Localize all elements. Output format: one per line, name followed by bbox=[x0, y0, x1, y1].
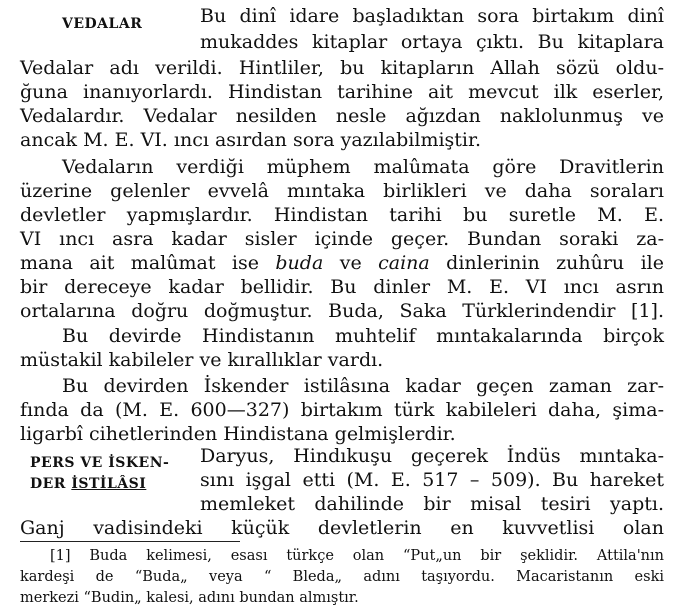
text-line: ğuna inanıyorlardı. Hindistan tarihine ait mevcut ilk eserler, bbox=[20, 81, 664, 103]
text-segment: ve bbox=[323, 252, 379, 274]
section-heading-vedalar: VEDALAR bbox=[62, 16, 143, 32]
text-line: memleket dahilinde bir misal tesiri yaptı. bbox=[200, 493, 664, 515]
text-line: fında da (M. E. 600—327) birtakım türk kabileleri daha, şima- bbox=[20, 399, 664, 421]
text-line: sını işgal etti (M. E. 517 – 509). Bu hareket bbox=[200, 469, 664, 491]
italic-term-caina: caina bbox=[378, 252, 430, 274]
text-line: üzerine gelenler evvelâ mıntaka birlikleri ve daha soraları bbox=[20, 180, 664, 202]
text-line: VI ıncı asra kadar sisler içinde geçer. Bundan soraki za- bbox=[20, 228, 664, 250]
section-heading-pers-line2 bbox=[30, 473, 146, 495]
footnote-line: merkezi “Budin„ kalesi, adını bundan almıştır. bbox=[20, 590, 359, 606]
text-line: Ganj vadisindeki küçük devletlerin en kuvvetlisi olan bbox=[20, 517, 664, 539]
text-line: bir dereceye kadar bellidir. Bu dinler M. E. VI ıncı asrın bbox=[20, 276, 664, 298]
text-segment: dinlerinin zuhûru ile bbox=[429, 252, 664, 274]
text-line-with-italics bbox=[20, 251, 664, 275]
text-line: Vedalardır. Vedalar nesilden nesle ağızdan naklolunmuş ve bbox=[20, 105, 664, 127]
text-line: mukaddes kitaplar ortaya çıktı. Bu kitaplara bbox=[200, 31, 664, 53]
text-line: ligarbî cihetlerinden Hindistana gelmişlerdir. bbox=[20, 423, 456, 445]
footnote-rule bbox=[20, 541, 240, 542]
text-line: devletler yapmışlardır. Hindistan tarihi bu suretle M. E. bbox=[20, 204, 664, 226]
text-line: ancak M. E. VI. ıncı asırdan sora yazılabilmiştir. bbox=[20, 129, 482, 151]
heading-segment-underlined: İSTİLÂSI bbox=[71, 476, 147, 492]
text-segment: mana ait malûmat ise bbox=[20, 252, 276, 274]
text-line: Vedalar adı verildi. Hintliler, bu kitapların Allah sözü oldu- bbox=[20, 57, 664, 79]
text-line: Bu devirde Hindistanın muhtelif mıntakalarında birçok bbox=[62, 325, 664, 347]
text-line: Daryus, Hindıkuşu geçerek İndüs mıntaka- bbox=[200, 445, 664, 467]
text-line: Vedaların verdiği müphem malûmata göre Dravitlerin bbox=[62, 156, 664, 178]
text-line: müstakil kabileler ve kırallıklar vardı. bbox=[20, 349, 384, 371]
footnote-line: [1] Buda kelimesi, esası türkçe olan “Put„un bir şeklidir. Attila'nın bbox=[50, 548, 664, 564]
footnote-line: kardeşi de “Buda„ veya “ Bleda„ adını taşıyordu. Macaristanın eski bbox=[20, 569, 664, 585]
text-line: Bu dinî idare başladıktan sora birtakım dinî bbox=[200, 5, 664, 27]
section-heading-pers-line1: PERS VE İSKEN- bbox=[30, 455, 170, 471]
heading-segment: DER bbox=[30, 476, 72, 492]
italic-term-buda: buda bbox=[275, 252, 324, 274]
text-line: Bu devirden İskender istilâsına kadar geçen zaman zar- bbox=[62, 375, 664, 397]
text-line: ortalarına doğru doğmuştur. Buda, Saka Türklerindendir [1]. bbox=[20, 300, 664, 322]
